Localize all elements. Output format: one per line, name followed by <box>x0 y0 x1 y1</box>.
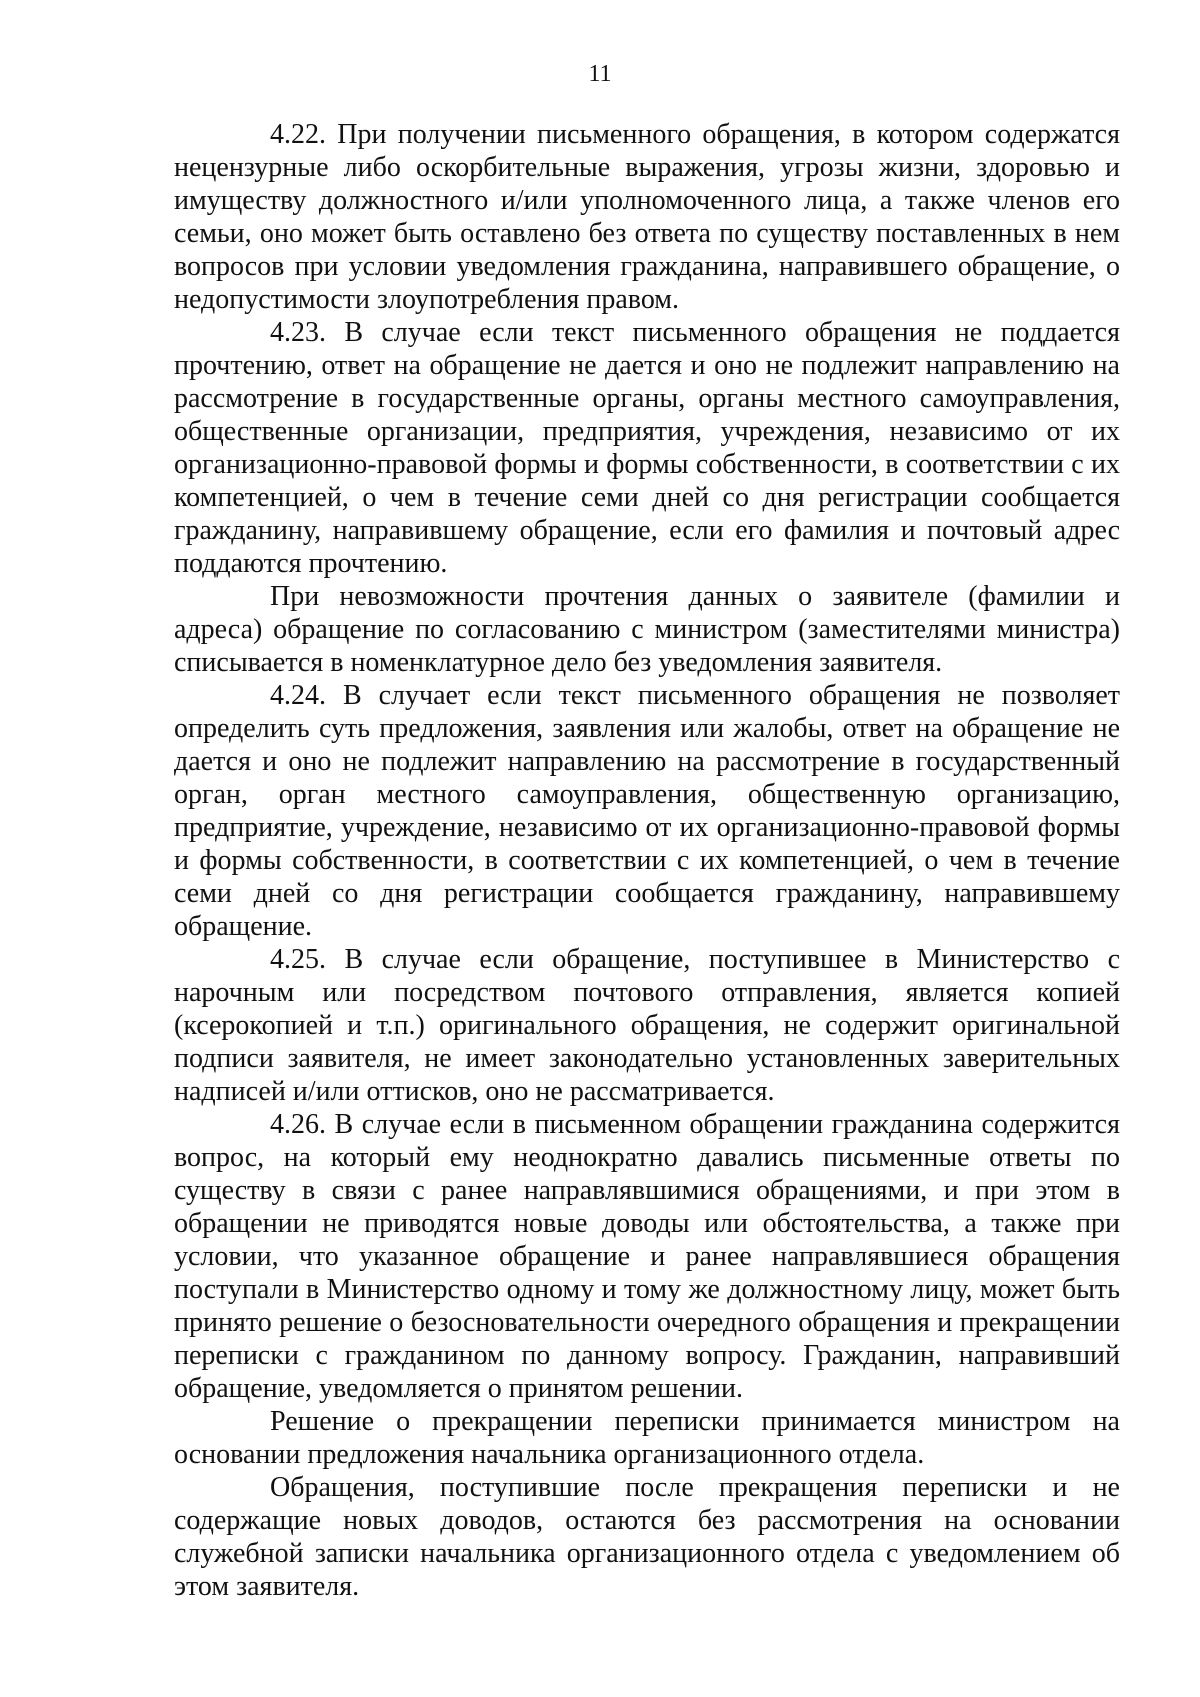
paragraph-4-22: 4.22. При получении письменного обращения, в котором содержатся нецензурные либо оскорбительные выражения, угрозы жизни, здоровью и имуществу должностного и/или уполномоченного лица, а также членов его семьи, оно может быть оставлено без ответа по существу поставленных в нем вопросов при условии уведомления гражданина, направившего обращение, о недопустимости злоупотребления правом. <box>174 119 1120 315</box>
document-body <box>174 118 1120 1603</box>
paragraph-4-23-unreadable-applicant: При невозможности прочтения данных о заявителе (фамилии и адреса) обращение по согласованию с министром (заместителями министра) списывается в номенклатурное дело без уведомления заявителя. <box>174 581 1120 678</box>
paragraph-4-26-decision: Решение о прекращении переписки принимается министром на основании предложения начальника организационного отдела. <box>174 1406 1120 1470</box>
paragraph-4-26: 4.26. В случае если в письменном обращении гражданина содержится вопрос, на который ему неоднократно давались письменные ответы по существу в связи с ранее направлявшимися обращениями, и при этом в обращении не приводятся новые доводы или обстоятельства, а также при условии, что указанное обращение и ранее направлявшиеся обращения поступали в Министерство одному и тому же должностному лицу, может быть принято решение о безосновательности очередного обращения и прекращении переписки с гражданином по данному вопросу. Гражданин, направивший обращение, уведомляется о принятом решении. <box>174 1109 1120 1404</box>
paragraph-4-25: 4.25. В случае если обращение, поступившее в Министерство с нарочным или посредством почтового отправления, является копией (ксерокопией и т.п.) оригинального обращения, не содержит оригинальной подписи заявителя, не имеет законодательно установленных заверительных надписей и/или оттисков, оно не рассматривается. <box>174 944 1120 1107</box>
page-number: 11 <box>588 61 612 87</box>
paragraph-4-23: 4.23. В случае если текст письменного обращения не поддается прочтению, ответ на обращение не дается и оно не подлежит направлению на рассмотрение в государственные органы, органы местного самоуправления, общественные организации, предприятия, учреждения, независимо от их организационно-правовой формы и формы собственности, в соответствии с их компетенцией, о чем в течение семи дней со дня регистрации сообщается гражданину, направившему обращение, если его фамилия и почтовый адрес поддаются прочтению. <box>174 317 1120 579</box>
paragraph-4-24: 4.24. В случает если текст письменного обращения не позволяет определить суть предложения, заявления или жалобы, ответ на обращение не дается и оно не подлежит направлению на рассмотрение в государственный орган, орган местного самоуправления, общественную организацию, предприятие, учреждение, независимо от их организационно-правовой формы и формы собственности, в соответствии с их компетенцией, о чем в течение семи дней со дня регистрации сообщается гражданину, направившему обращение. <box>174 680 1120 942</box>
paragraph-4-26-after-termination: Обращения, поступившие после прекращения переписки и не содержащие новых доводов, остаются без рассмотрения на основании служебной записки начальника организационного отдела с уведомлением об этом заявителя. <box>174 1472 1120 1602</box>
